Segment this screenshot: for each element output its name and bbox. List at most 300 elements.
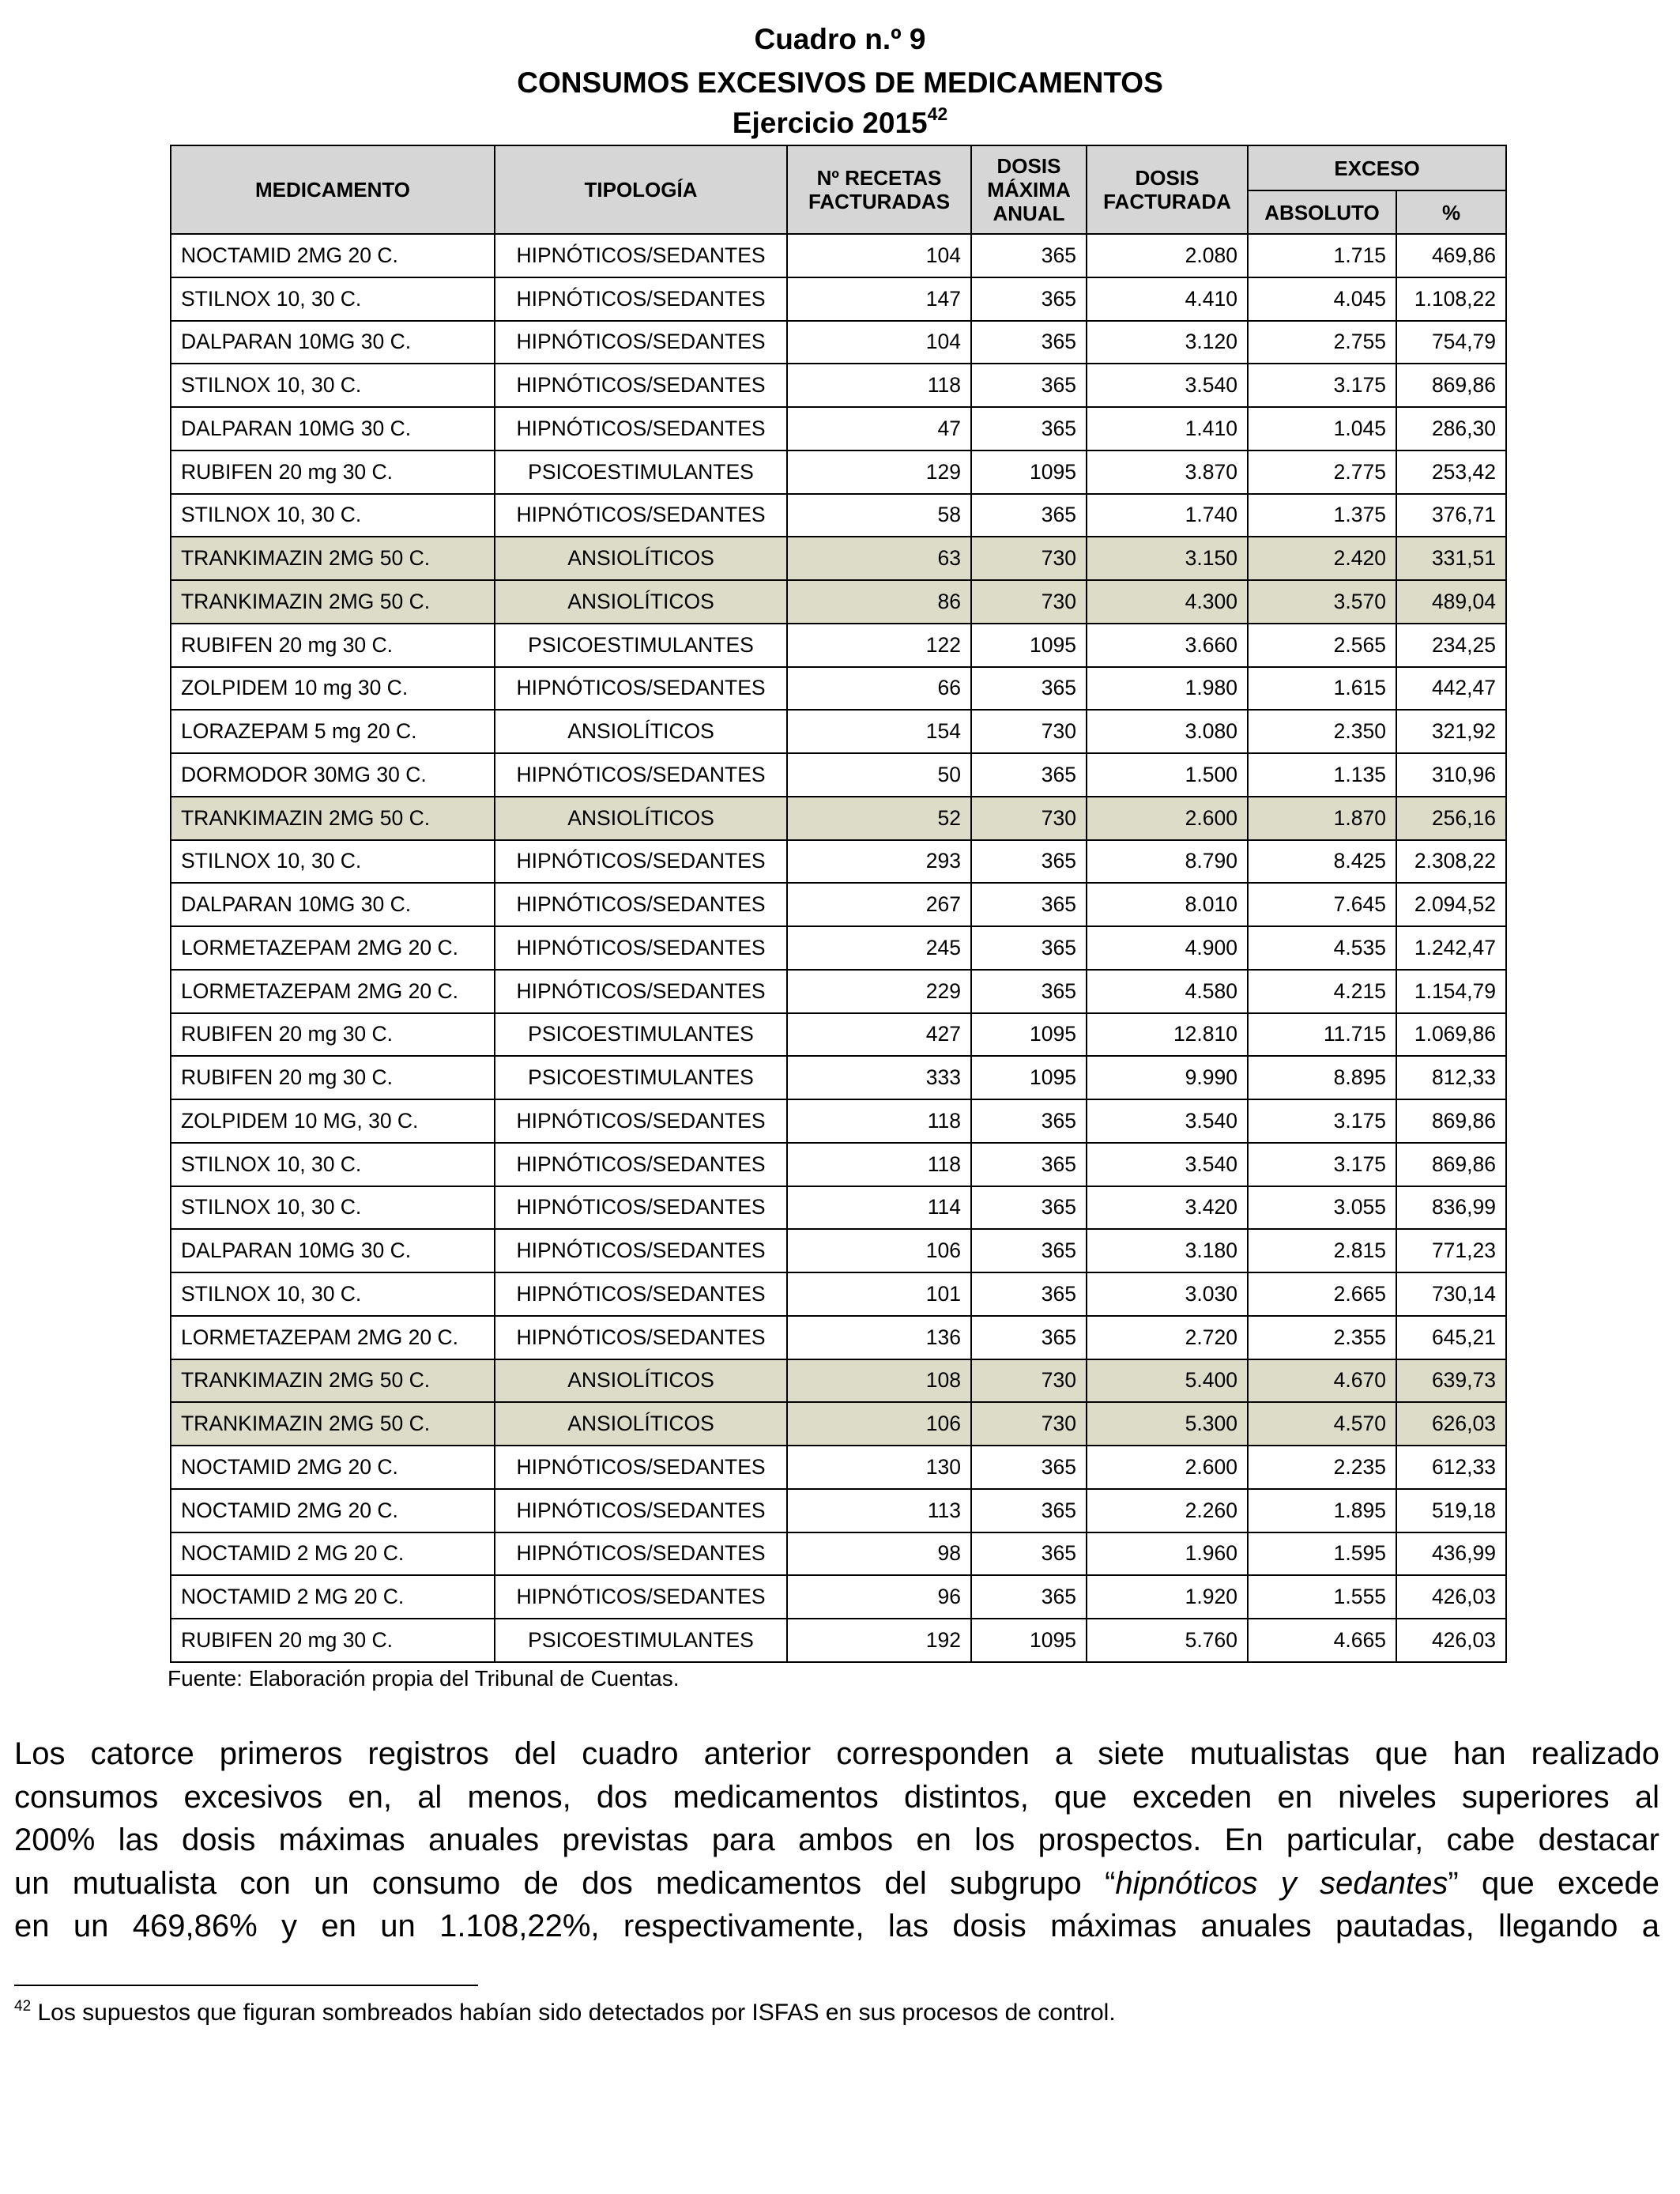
cell-exceso-absoluto: 1.135 — [1248, 753, 1396, 797]
cell-recetas: 63 — [787, 537, 971, 580]
cell-recetas: 104 — [787, 234, 971, 277]
table-row — [171, 1056, 1506, 1099]
cell-exceso-pct: 869,86 — [1396, 1143, 1506, 1186]
cell-exceso-absoluto: 2.775 — [1248, 450, 1396, 494]
footnote — [14, 2000, 1116, 2026]
cell-dosis-maxima: 365 — [971, 1489, 1087, 1532]
table-row — [171, 1099, 1506, 1143]
cell-tipologia: HIPNÓTICOS/SEDANTES — [495, 1446, 787, 1489]
cell-tipologia: HIPNÓTICOS/SEDANTES — [495, 234, 787, 277]
cell-medicamento: STILNOX 10, 30 C. — [171, 840, 495, 884]
table-row — [171, 277, 1506, 321]
dosis-max-line2: MÁXIMA — [987, 178, 1071, 202]
col-header-recetas — [787, 145, 971, 234]
cell-dosis-maxima: 365 — [971, 1099, 1087, 1143]
table-row — [171, 753, 1506, 797]
cell-recetas: 58 — [787, 494, 971, 537]
cell-tipologia: ANSIOLÍTICOS — [495, 1402, 787, 1446]
cell-recetas: 267 — [787, 883, 971, 926]
col-header-medicamento: MEDICAMENTO — [171, 145, 495, 234]
cell-tipologia: HIPNÓTICOS/SEDANTES — [495, 407, 787, 450]
cell-exceso-absoluto: 1.715 — [1248, 234, 1396, 277]
cell-medicamento: RUBIFEN 20 mg 30 C. — [171, 1013, 495, 1057]
footnote-text: Los supuestos que figuran sombreados habían sido detectados por ISFAS en sus procesos de control. — [31, 2000, 1116, 2026]
cell-exceso-absoluto: 3.570 — [1248, 580, 1396, 624]
cell-dosis-facturada: 2.260 — [1087, 1489, 1248, 1532]
cell-dosis-maxima: 365 — [971, 407, 1087, 450]
cell-exceso-absoluto: 1.870 — [1248, 797, 1396, 840]
cell-recetas: 333 — [787, 1056, 971, 1099]
table-row — [171, 1143, 1506, 1186]
cell-exceso-absoluto: 7.645 — [1248, 883, 1396, 926]
table-row — [171, 883, 1506, 926]
cell-medicamento: DALPARAN 10MG 30 C. — [171, 407, 495, 450]
cell-exceso-absoluto: 2.565 — [1248, 624, 1396, 667]
cell-dosis-maxima: 365 — [971, 321, 1087, 364]
cell-recetas: 50 — [787, 753, 971, 797]
cell-dosis-facturada: 3.540 — [1087, 1099, 1248, 1143]
cell-exceso-absoluto: 4.045 — [1248, 277, 1396, 321]
cell-recetas: 192 — [787, 1619, 971, 1662]
cell-exceso-absoluto: 8.895 — [1248, 1056, 1396, 1099]
table-row — [171, 450, 1506, 494]
cell-dosis-maxima: 365 — [971, 1143, 1087, 1186]
table-row — [171, 797, 1506, 840]
cell-dosis-maxima: 365 — [971, 494, 1087, 537]
cell-medicamento: NOCTAMID 2 MG 20 C. — [171, 1575, 495, 1619]
cell-exceso-absoluto: 2.355 — [1248, 1316, 1396, 1359]
cell-dosis-facturada: 2.600 — [1087, 1446, 1248, 1489]
cell-recetas: 104 — [787, 321, 971, 364]
cell-dosis-maxima: 1095 — [971, 1056, 1087, 1099]
cell-exceso-pct: 730,14 — [1396, 1272, 1506, 1316]
paragraph-line: Los catorce primeros registros del cuadro anterior corresponden a siete mutualistas que han realizado — [14, 1736, 1659, 1771]
cell-exceso-pct: 469,86 — [1396, 234, 1506, 277]
cell-exceso-absoluto: 8.425 — [1248, 840, 1396, 884]
cell-dosis-facturada: 12.810 — [1087, 1013, 1248, 1057]
cell-exceso-absoluto: 2.420 — [1248, 537, 1396, 580]
paragraph-line: consumos excesivos en, al menos, dos medicamentos distintos, que exceden en niveles superiores al — [14, 1779, 1659, 1815]
table-row — [171, 624, 1506, 667]
table-row — [171, 494, 1506, 537]
table-row — [171, 1359, 1506, 1403]
table-row — [171, 1229, 1506, 1272]
cell-exceso-pct: 639,73 — [1396, 1359, 1506, 1403]
footnote-number: 42 — [14, 1998, 32, 2015]
cell-tipologia: HIPNÓTICOS/SEDANTES — [495, 1575, 787, 1619]
cell-recetas: 96 — [787, 1575, 971, 1619]
cell-medicamento: DORMODOR 30MG 30 C. — [171, 753, 495, 797]
col-header-tipologia: TIPOLOGÍA — [495, 145, 787, 234]
cell-recetas: 154 — [787, 710, 971, 753]
cell-exceso-pct: 1.069,86 — [1396, 1013, 1506, 1057]
table-row — [171, 840, 1506, 884]
cell-medicamento: STILNOX 10, 30 C. — [171, 1186, 495, 1230]
cell-recetas: 130 — [787, 1446, 971, 1489]
cell-dosis-maxima: 1095 — [971, 1013, 1087, 1057]
emphasis-text: hipnóticos y sedantes — [1115, 1865, 1448, 1901]
cell-exceso-absoluto: 3.175 — [1248, 364, 1396, 407]
cell-exceso-pct: 1.108,22 — [1396, 277, 1506, 321]
cell-medicamento: DALPARAN 10MG 30 C. — [171, 321, 495, 364]
cell-exceso-pct: 426,03 — [1396, 1575, 1506, 1619]
cell-dosis-facturada: 3.150 — [1087, 537, 1248, 580]
cell-recetas: 427 — [787, 1013, 971, 1057]
table-row — [171, 1446, 1506, 1489]
table-row — [171, 1272, 1506, 1316]
cell-exceso-pct: 1.242,47 — [1396, 926, 1506, 970]
cell-recetas: 47 — [787, 407, 971, 450]
cell-dosis-facturada: 5.760 — [1087, 1619, 1248, 1662]
cell-medicamento: RUBIFEN 20 mg 30 C. — [171, 1619, 495, 1662]
cell-tipologia: HIPNÓTICOS/SEDANTES — [495, 883, 787, 926]
cell-dosis-maxima: 365 — [971, 840, 1087, 884]
cell-tipologia: HIPNÓTICOS/SEDANTES — [495, 840, 787, 884]
cell-dosis-facturada: 5.400 — [1087, 1359, 1248, 1403]
medication-table — [170, 145, 1507, 1663]
cell-medicamento: RUBIFEN 20 mg 30 C. — [171, 624, 495, 667]
cell-exceso-absoluto: 2.665 — [1248, 1272, 1396, 1316]
cell-medicamento: STILNOX 10, 30 C. — [171, 364, 495, 407]
cell-dosis-facturada: 8.010 — [1087, 883, 1248, 926]
table-row — [171, 364, 1506, 407]
table-title: CONSUMOS EXCESIVOS DE MEDICAMENTOS — [517, 66, 1163, 99]
cell-dosis-maxima: 730 — [971, 710, 1087, 753]
cell-dosis-facturada: 2.720 — [1087, 1316, 1248, 1359]
table-row — [171, 407, 1506, 450]
cell-tipologia: HIPNÓTICOS/SEDANTES — [495, 364, 787, 407]
table-row — [171, 1489, 1506, 1532]
cell-medicamento: TRANKIMAZIN 2MG 50 C. — [171, 537, 495, 580]
cell-exceso-pct: 812,33 — [1396, 1056, 1506, 1099]
cell-dosis-maxima: 365 — [971, 364, 1087, 407]
cell-dosis-maxima: 365 — [971, 667, 1087, 711]
cell-dosis-facturada: 2.080 — [1087, 234, 1248, 277]
cell-medicamento: TRANKIMAZIN 2MG 50 C. — [171, 580, 495, 624]
table-row — [171, 321, 1506, 364]
cell-exceso-pct: 253,42 — [1396, 450, 1506, 494]
cell-dosis-maxima: 365 — [971, 1229, 1087, 1272]
cell-tipologia: PSICOESTIMULANTES — [495, 450, 787, 494]
cell-exceso-pct: 1.154,79 — [1396, 970, 1506, 1013]
cell-dosis-facturada: 1.500 — [1087, 753, 1248, 797]
cell-exceso-pct: 321,92 — [1396, 710, 1506, 753]
cell-recetas: 147 — [787, 277, 971, 321]
cell-medicamento: LORMETAZEPAM 2MG 20 C. — [171, 926, 495, 970]
cell-tipologia: HIPNÓTICOS/SEDANTES — [495, 1143, 787, 1186]
cell-exceso-pct: 376,71 — [1396, 494, 1506, 537]
cell-medicamento: DALPARAN 10MG 30 C. — [171, 883, 495, 926]
cell-exceso-pct: 331,51 — [1396, 537, 1506, 580]
cell-dosis-facturada: 3.870 — [1087, 450, 1248, 494]
cell-exceso-pct: 489,04 — [1396, 580, 1506, 624]
cell-dosis-facturada: 3.080 — [1087, 710, 1248, 753]
footnote-separator — [14, 1985, 478, 1986]
cell-dosis-maxima: 365 — [971, 926, 1087, 970]
cell-medicamento: NOCTAMID 2 MG 20 C. — [171, 1532, 495, 1576]
cell-dosis-maxima: 365 — [971, 234, 1087, 277]
cell-tipologia: HIPNÓTICOS/SEDANTES — [495, 1316, 787, 1359]
cell-exceso-absoluto: 3.055 — [1248, 1186, 1396, 1230]
cell-dosis-maxima: 365 — [971, 1186, 1087, 1230]
table-row — [171, 710, 1506, 753]
cell-dosis-facturada: 4.300 — [1087, 580, 1248, 624]
cell-dosis-maxima: 365 — [971, 1446, 1087, 1489]
cell-tipologia: HIPNÓTICOS/SEDANTES — [495, 321, 787, 364]
cell-exceso-absoluto: 1.615 — [1248, 667, 1396, 711]
cell-tipologia: HIPNÓTICOS/SEDANTES — [495, 494, 787, 537]
cell-exceso-pct: 771,23 — [1396, 1229, 1506, 1272]
cell-dosis-facturada: 3.540 — [1087, 364, 1248, 407]
cell-dosis-maxima: 365 — [971, 277, 1087, 321]
cell-recetas: 108 — [787, 1359, 971, 1403]
cell-exceso-absoluto: 1.895 — [1248, 1489, 1396, 1532]
cell-exceso-pct: 612,33 — [1396, 1446, 1506, 1489]
cell-exceso-absoluto: 4.665 — [1248, 1619, 1396, 1662]
cell-exceso-pct: 645,21 — [1396, 1316, 1506, 1359]
cell-exceso-absoluto: 2.350 — [1248, 710, 1396, 753]
cell-recetas: 122 — [787, 624, 971, 667]
cell-medicamento: STILNOX 10, 30 C. — [171, 277, 495, 321]
cell-dosis-maxima: 365 — [971, 883, 1087, 926]
cell-recetas: 245 — [787, 926, 971, 970]
cell-recetas: 101 — [787, 1272, 971, 1316]
cell-tipologia: HIPNÓTICOS/SEDANTES — [495, 753, 787, 797]
table-body — [171, 234, 1506, 1662]
cell-tipologia: HIPNÓTICOS/SEDANTES — [495, 667, 787, 711]
cell-exceso-pct: 2.308,22 — [1396, 840, 1506, 884]
col-header-dosis-maxima — [971, 145, 1087, 234]
cell-exceso-absoluto: 2.815 — [1248, 1229, 1396, 1272]
subtitle-text: Ejercicio 2015 — [732, 107, 928, 139]
cell-exceso-absoluto: 4.670 — [1248, 1359, 1396, 1403]
body-paragraph — [14, 1732, 1659, 1948]
cell-recetas: 118 — [787, 1143, 971, 1186]
cell-exceso-pct: 234,25 — [1396, 624, 1506, 667]
cell-medicamento: RUBIFEN 20 mg 30 C. — [171, 1056, 495, 1099]
cell-exceso-pct: 286,30 — [1396, 407, 1506, 450]
cell-tipologia: PSICOESTIMULANTES — [495, 1013, 787, 1057]
cell-dosis-facturada: 3.540 — [1087, 1143, 1248, 1186]
source-note: Fuente: Elaboración propia del Tribunal de Cuentas. — [168, 1666, 680, 1691]
cell-tipologia: ANSIOLÍTICOS — [495, 537, 787, 580]
cell-exceso-pct: 754,79 — [1396, 321, 1506, 364]
cell-recetas: 293 — [787, 840, 971, 884]
table-row — [171, 667, 1506, 711]
cell-medicamento: TRANKIMAZIN 2MG 50 C. — [171, 797, 495, 840]
cell-dosis-maxima: 730 — [971, 1359, 1087, 1403]
cell-exceso-absoluto: 1.555 — [1248, 1575, 1396, 1619]
cell-dosis-facturada: 1.410 — [1087, 407, 1248, 450]
cell-tipologia: HIPNÓTICOS/SEDANTES — [495, 1272, 787, 1316]
cell-medicamento: STILNOX 10, 30 C. — [171, 1143, 495, 1186]
cell-dosis-facturada: 3.180 — [1087, 1229, 1248, 1272]
cell-medicamento: STILNOX 10, 30 C. — [171, 494, 495, 537]
paragraph-text: ” que excede — [1448, 1865, 1659, 1901]
cell-medicamento: ZOLPIDEM 10 mg 30 C. — [171, 667, 495, 711]
cell-exceso-absoluto: 1.375 — [1248, 494, 1396, 537]
cell-exceso-absoluto: 2.235 — [1248, 1446, 1396, 1489]
cell-dosis-facturada: 3.420 — [1087, 1186, 1248, 1230]
cell-dosis-maxima: 365 — [971, 1575, 1087, 1619]
cell-dosis-maxima: 1095 — [971, 624, 1087, 667]
cell-exceso-absoluto: 2.755 — [1248, 321, 1396, 364]
cell-exceso-absoluto: 4.570 — [1248, 1402, 1396, 1446]
cell-tipologia: PSICOESTIMULANTES — [495, 624, 787, 667]
col-header-dosis-facturada — [1087, 145, 1248, 234]
dosis-max-line3: ANUAL — [993, 202, 1065, 225]
cell-tipologia: PSICOESTIMULANTES — [495, 1056, 787, 1099]
paragraph-line — [14, 1862, 1659, 1906]
table-caption — [0, 25, 1680, 54]
cell-exceso-pct: 869,86 — [1396, 1099, 1506, 1143]
cell-exceso-pct: 442,47 — [1396, 667, 1506, 711]
cell-dosis-facturada: 1.920 — [1087, 1575, 1248, 1619]
cell-medicamento: LORMETAZEPAM 2MG 20 C. — [171, 1316, 495, 1359]
cell-tipologia: HIPNÓTICOS/SEDANTES — [495, 1229, 787, 1272]
cell-dosis-maxima: 365 — [971, 970, 1087, 1013]
paragraph-text: un mutualista con un consumo de dos medicamentos del subgrupo “ — [14, 1865, 1116, 1901]
cell-dosis-facturada: 3.030 — [1087, 1272, 1248, 1316]
cell-exceso-absoluto: 1.045 — [1248, 407, 1396, 450]
cell-recetas: 106 — [787, 1229, 971, 1272]
table-row — [171, 1186, 1506, 1230]
cell-tipologia: ANSIOLÍTICOS — [495, 710, 787, 753]
cell-tipologia: HIPNÓTICOS/SEDANTES — [495, 277, 787, 321]
table-row — [171, 580, 1506, 624]
table-row — [171, 537, 1506, 580]
cell-exceso-pct: 436,99 — [1396, 1532, 1506, 1576]
cell-dosis-facturada: 4.410 — [1087, 277, 1248, 321]
cell-tipologia: ANSIOLÍTICOS — [495, 580, 787, 624]
cell-dosis-facturada: 1.980 — [1087, 667, 1248, 711]
cell-recetas: 66 — [787, 667, 971, 711]
cell-tipologia: ANSIOLÍTICOS — [495, 1359, 787, 1403]
cell-recetas: 229 — [787, 970, 971, 1013]
cell-exceso-absoluto: 4.535 — [1248, 926, 1396, 970]
cell-tipologia: ANSIOLÍTICOS — [495, 797, 787, 840]
cell-dosis-maxima: 365 — [971, 1532, 1087, 1576]
cell-dosis-facturada: 4.580 — [1087, 970, 1248, 1013]
footnote-ref[interactable]: 42 — [927, 104, 948, 124]
recetas-line1: Nº RECETAS — [816, 166, 942, 190]
cell-exceso-pct: 869,86 — [1396, 364, 1506, 407]
dosis-fact-line2: FACTURADA — [1103, 190, 1231, 213]
cell-dosis-maxima: 730 — [971, 580, 1087, 624]
table-row — [171, 234, 1506, 277]
cell-tipologia: HIPNÓTICOS/SEDANTES — [495, 1489, 787, 1532]
cell-dosis-facturada: 2.600 — [1087, 797, 1248, 840]
col-header-absoluto: ABSOLUTO — [1248, 190, 1396, 234]
cell-recetas: 136 — [787, 1316, 971, 1359]
cell-exceso-absoluto: 3.175 — [1248, 1099, 1396, 1143]
table-row — [171, 1532, 1506, 1576]
cell-recetas: 129 — [787, 450, 971, 494]
cell-recetas: 52 — [787, 797, 971, 840]
cell-recetas: 118 — [787, 1099, 971, 1143]
cell-medicamento: DALPARAN 10MG 30 C. — [171, 1229, 495, 1272]
cell-dosis-facturada: 3.660 — [1087, 624, 1248, 667]
cell-recetas: 98 — [787, 1532, 971, 1576]
cell-recetas: 114 — [787, 1186, 971, 1230]
cell-medicamento: RUBIFEN 20 mg 30 C. — [171, 450, 495, 494]
cell-recetas: 106 — [787, 1402, 971, 1446]
cell-exceso-pct: 836,99 — [1396, 1186, 1506, 1230]
col-header-exceso: EXCESO — [1248, 145, 1506, 190]
cell-medicamento: NOCTAMID 2MG 20 C. — [171, 1489, 495, 1532]
cell-medicamento: LORMETAZEPAM 2MG 20 C. — [171, 970, 495, 1013]
cell-dosis-facturada: 8.790 — [1087, 840, 1248, 884]
table-row — [171, 1013, 1506, 1057]
cell-exceso-pct: 426,03 — [1396, 1619, 1506, 1662]
cell-dosis-facturada: 4.900 — [1087, 926, 1248, 970]
table-row — [171, 1619, 1506, 1662]
cell-exceso-absoluto: 4.215 — [1248, 970, 1396, 1013]
cell-dosis-facturada: 3.120 — [1087, 321, 1248, 364]
cell-exceso-absoluto: 1.595 — [1248, 1532, 1396, 1576]
cell-dosis-maxima: 730 — [971, 1402, 1087, 1446]
cell-medicamento: TRANKIMAZIN 2MG 50 C. — [171, 1359, 495, 1403]
cell-tipologia: HIPNÓTICOS/SEDANTES — [495, 926, 787, 970]
cell-exceso-pct: 519,18 — [1396, 1489, 1506, 1532]
cell-medicamento: ZOLPIDEM 10 MG, 30 C. — [171, 1099, 495, 1143]
cell-dosis-facturada: 1.740 — [1087, 494, 1248, 537]
paragraph-line: en un 469,86% y en un 1.108,22%, respectivamente, las dosis máximas anuales pautadas, llegando a — [14, 1909, 1659, 1943]
cell-medicamento: NOCTAMID 2MG 20 C. — [171, 1446, 495, 1489]
cell-dosis-facturada: 1.960 — [1087, 1532, 1248, 1576]
cell-tipologia: HIPNÓTICOS/SEDANTES — [495, 1099, 787, 1143]
table-row — [171, 1316, 1506, 1359]
col-header-pct: % — [1396, 190, 1506, 234]
cell-exceso-absoluto: 3.175 — [1248, 1143, 1396, 1186]
dosis-max-line1: DOSIS — [996, 154, 1061, 178]
cell-tipologia: HIPNÓTICOS/SEDANTES — [495, 970, 787, 1013]
cell-tipologia: PSICOESTIMULANTES — [495, 1619, 787, 1662]
recetas-line2: FACTURADAS — [808, 190, 951, 213]
cell-tipologia: HIPNÓTICOS/SEDANTES — [495, 1186, 787, 1230]
cuadro-number: Cuadro n.º 9 — [754, 23, 926, 55]
table-row — [171, 1575, 1506, 1619]
cell-dosis-facturada: 9.990 — [1087, 1056, 1248, 1099]
cell-exceso-pct: 310,96 — [1396, 753, 1506, 797]
cell-dosis-maxima: 365 — [971, 1272, 1087, 1316]
cell-exceso-pct: 626,03 — [1396, 1402, 1506, 1446]
cell-dosis-maxima: 730 — [971, 537, 1087, 580]
cell-dosis-maxima: 730 — [971, 797, 1087, 840]
cell-medicamento: TRANKIMAZIN 2MG 50 C. — [171, 1402, 495, 1446]
paragraph-line: 200% las dosis máximas anuales previstas para ambos en los prospectos. En particular, cabe destacar — [14, 1823, 1659, 1857]
table-row — [171, 926, 1506, 970]
cell-dosis-maxima: 1095 — [971, 1619, 1087, 1662]
cell-medicamento: NOCTAMID 2MG 20 C. — [171, 234, 495, 277]
cell-exceso-pct: 256,16 — [1396, 797, 1506, 840]
cell-dosis-facturada: 5.300 — [1087, 1402, 1248, 1446]
cell-exceso-absoluto: 11.715 — [1248, 1013, 1396, 1057]
cell-exceso-pct: 2.094,52 — [1396, 883, 1506, 926]
cell-recetas: 113 — [787, 1489, 971, 1532]
cell-medicamento: LORAZEPAM 5 mg 20 C. — [171, 710, 495, 753]
cell-dosis-maxima: 1095 — [971, 450, 1087, 494]
cell-recetas: 86 — [787, 580, 971, 624]
table-row — [171, 1402, 1506, 1446]
cell-tipologia: HIPNÓTICOS/SEDANTES — [495, 1532, 787, 1576]
dosis-fact-line1: DOSIS — [1135, 166, 1200, 190]
cell-medicamento: STILNOX 10, 30 C. — [171, 1272, 495, 1316]
table-row — [171, 970, 1506, 1013]
table-subtitle — [0, 104, 1680, 139]
cell-dosis-maxima: 365 — [971, 753, 1087, 797]
cell-dosis-maxima: 365 — [971, 1316, 1087, 1359]
